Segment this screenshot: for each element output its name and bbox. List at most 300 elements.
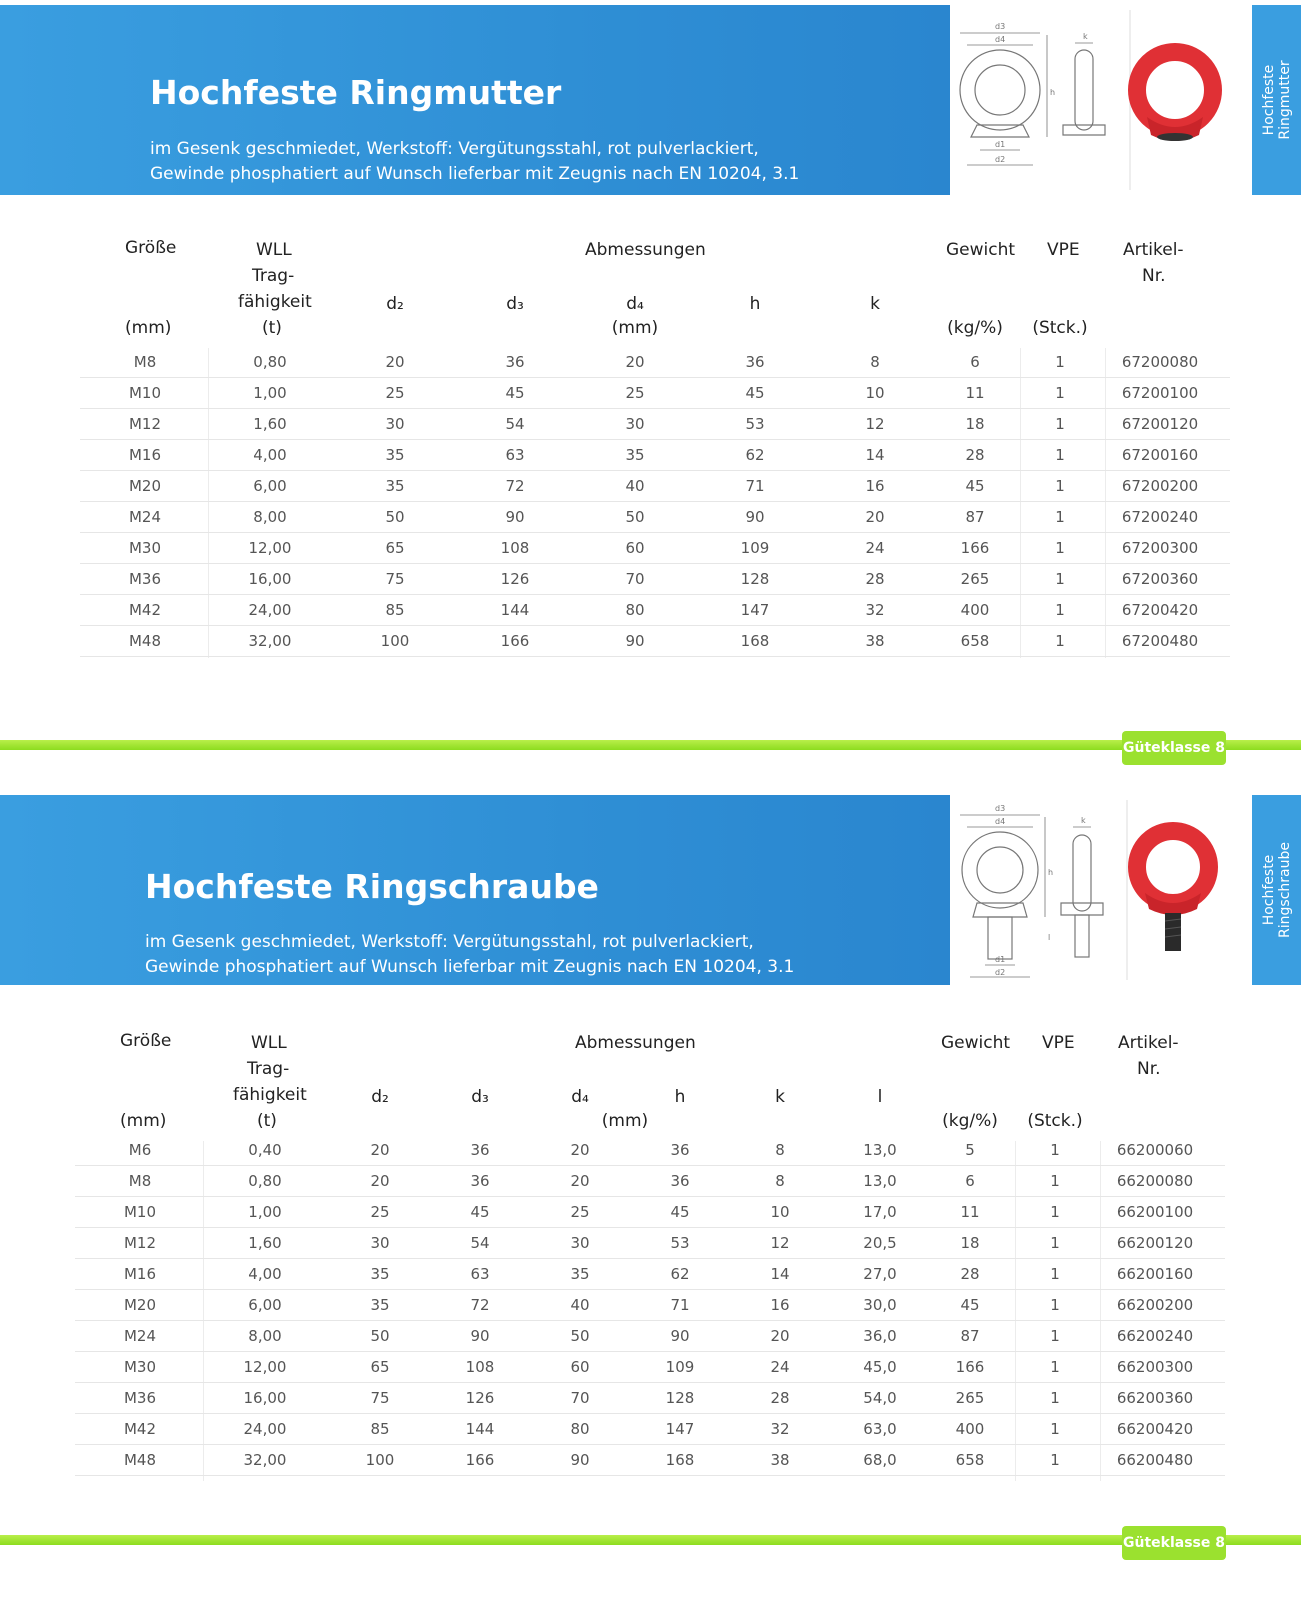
cell-d2: 100 [380, 632, 410, 650]
cell-h: 62 [670, 1265, 690, 1283]
product-images [955, 5, 1225, 195]
cell-l: 13,0 [863, 1141, 897, 1159]
table-row [75, 1259, 1225, 1290]
cell-k: 14 [865, 446, 885, 464]
cell-d4: 30 [625, 415, 645, 433]
cell-l: 27,0 [863, 1265, 897, 1283]
cell-vpe: 1 [1050, 1172, 1060, 1190]
cell-d2: 20 [385, 353, 405, 371]
cell-d2: 100 [365, 1451, 395, 1469]
cell-wll: 8,00 [253, 508, 287, 526]
cell-wll: 16,00 [243, 1389, 287, 1407]
cell-artikel: 67200480 [1121, 632, 1199, 650]
cell-vpe: 1 [1050, 1451, 1060, 1469]
cell-gewicht: 6 [965, 1172, 975, 1190]
cell-gewicht: 11 [965, 384, 985, 402]
cell-h: 168 [740, 632, 770, 650]
col-header-mm: (mm) [120, 1111, 167, 1131]
cell-h: 109 [740, 539, 770, 557]
table-row [75, 1197, 1225, 1228]
product-images [955, 795, 1225, 985]
table-row [75, 1166, 1225, 1197]
cell-vpe: 1 [1055, 508, 1065, 526]
cell-l: 20,5 [863, 1234, 897, 1252]
cell-d2: 75 [370, 1389, 390, 1407]
cell-vpe: 1 [1055, 570, 1065, 588]
cell-gewicht: 658 [960, 632, 990, 650]
cell-d3: 45 [470, 1203, 490, 1221]
cell-groesse: M8 [133, 353, 157, 371]
cell-gewicht: 87 [965, 508, 985, 526]
col-header-wll-unit: (t) [257, 1111, 277, 1131]
cell-groesse: M20 [123, 1296, 157, 1314]
table-row [80, 347, 1230, 378]
cell-gewicht: 11 [960, 1203, 980, 1221]
cell-d2: 65 [385, 539, 405, 557]
cell-gewicht: 18 [965, 415, 985, 433]
section-title: Hochfeste Ringmutter [150, 73, 562, 112]
cell-l: 13,0 [863, 1172, 897, 1190]
cell-d2: 50 [370, 1327, 390, 1345]
cell-l: 45,0 [863, 1358, 897, 1376]
cell-groesse: M30 [123, 1358, 157, 1376]
cell-d4: 50 [570, 1327, 590, 1345]
cell-d3: 36 [505, 353, 525, 371]
cell-k: 8 [775, 1172, 785, 1190]
dim-label: l [1048, 933, 1051, 942]
cell-h: 53 [745, 415, 765, 433]
cell-d4: 20 [570, 1141, 590, 1159]
cell-d4: 35 [625, 446, 645, 464]
cell-d3: 144 [465, 1420, 495, 1438]
cell-gewicht: 166 [960, 539, 990, 557]
cell-vpe: 1 [1050, 1296, 1060, 1314]
cell-k: 8 [870, 353, 880, 371]
cell-k: 20 [865, 508, 885, 526]
dim-label: h [1050, 88, 1056, 97]
cell-gewicht: 87 [960, 1327, 980, 1345]
table-row [75, 1445, 1225, 1476]
cell-h: 36 [670, 1172, 690, 1190]
section-subtitle [150, 137, 799, 187]
cell-h: 36 [745, 353, 765, 371]
cell-d3: 166 [465, 1451, 495, 1469]
cell-groesse: M24 [128, 508, 162, 526]
cell-k: 10 [865, 384, 885, 402]
cell-gewicht: 45 [965, 477, 985, 495]
dim-label: d4 [995, 35, 1006, 44]
cell-gewicht: 5 [965, 1141, 975, 1159]
cell-wll: 6,00 [253, 477, 287, 495]
cell-artikel: 67200080 [1121, 353, 1199, 371]
cell-l: 54,0 [863, 1389, 897, 1407]
cell-vpe: 1 [1055, 539, 1065, 557]
cell-d3: 54 [470, 1234, 490, 1252]
cell-l: 68,0 [863, 1451, 897, 1469]
cell-k: 12 [865, 415, 885, 433]
cell-gewicht: 658 [955, 1451, 985, 1469]
col-header-faehigkeit: fähigkeit [238, 292, 312, 312]
table-row [75, 1321, 1225, 1352]
cell-gewicht: 265 [955, 1389, 985, 1407]
subtitle-line-2: Gewinde phosphatiert auf Wunsch lieferbar mit Zeugnis nach EN 10204, 3.1 [145, 957, 795, 977]
table-row [75, 1414, 1225, 1445]
cell-artikel: 67200300 [1121, 539, 1199, 557]
cell-h: 147 [665, 1420, 695, 1438]
banner [0, 795, 950, 985]
cell-vpe: 1 [1055, 477, 1065, 495]
cell-gewicht: 45 [960, 1296, 980, 1314]
col-header-k: k [870, 294, 880, 314]
cell-d2: 65 [370, 1358, 390, 1376]
quality-badge: Güteklasse 8 [1122, 1526, 1226, 1560]
cell-groesse: M10 [128, 384, 162, 402]
cell-groesse: M48 [128, 632, 162, 650]
dim-label: d1 [995, 140, 1006, 149]
cell-k: 38 [865, 632, 885, 650]
cell-h: 45 [670, 1203, 690, 1221]
cell-h: 168 [665, 1451, 695, 1469]
cell-artikel: 67200240 [1121, 508, 1199, 526]
cell-h: 128 [665, 1389, 695, 1407]
technical-drawing [955, 795, 1225, 985]
cell-d2: 30 [370, 1234, 390, 1252]
col-header-artikel: Artikel- [1123, 240, 1184, 260]
section-title: Hochfeste Ringschraube [145, 867, 599, 906]
col-header-groesse: Größe [120, 1031, 172, 1051]
section-subtitle [145, 930, 794, 980]
ringmutter-photo [1137, 52, 1213, 141]
cell-d4: 70 [625, 570, 645, 588]
cell-vpe: 1 [1050, 1327, 1060, 1345]
cell-vpe: 1 [1050, 1265, 1060, 1283]
col-header-h: h [749, 294, 761, 314]
cell-gewicht: 18 [960, 1234, 980, 1252]
table-row [75, 1135, 1225, 1166]
cell-artikel: 66200120 [1116, 1234, 1194, 1252]
side-tab-label: Hochfeste Ringmutter [1260, 60, 1293, 140]
col-header-nr: Nr. [1142, 266, 1166, 286]
col-header-gewicht-unit: (kg/%) [947, 318, 1003, 338]
cell-artikel: 66200200 [1116, 1296, 1194, 1314]
cell-h: 53 [670, 1234, 690, 1252]
cell-d2: 30 [385, 415, 405, 433]
cell-d4: 90 [570, 1451, 590, 1469]
cell-d3: 54 [505, 415, 525, 433]
cell-wll: 0,80 [253, 353, 287, 371]
col-header-d3: d₃ [506, 294, 524, 314]
cell-k: 16 [865, 477, 885, 495]
cell-h: 90 [745, 508, 765, 526]
cell-gewicht: 265 [960, 570, 990, 588]
cell-artikel: 66200060 [1116, 1141, 1194, 1159]
col-header-wll-unit: (t) [262, 318, 282, 338]
col-header-d4: d₄ [626, 294, 644, 314]
cell-d4: 20 [625, 353, 645, 371]
cell-vpe: 1 [1055, 353, 1065, 371]
side-tab-label: Hochfeste Ringschraube [1260, 842, 1293, 938]
cell-d3: 90 [470, 1327, 490, 1345]
cell-wll: 12,00 [248, 539, 292, 557]
ringschraube-side-view [1061, 827, 1103, 957]
col-header-gewicht-unit: (kg/%) [942, 1111, 998, 1131]
cell-gewicht: 166 [955, 1358, 985, 1376]
table-row [75, 1352, 1225, 1383]
cell-d3: 72 [470, 1296, 490, 1314]
cell-groesse: M36 [123, 1389, 157, 1407]
col-header-abm-unit: (mm) [611, 318, 659, 338]
cell-k: 12 [770, 1234, 790, 1252]
cell-d4: 30 [570, 1234, 590, 1252]
dim-label: d4 [995, 817, 1006, 826]
dim-label: d2 [995, 155, 1006, 164]
col-header-faehigkeit: fähigkeit [233, 1085, 307, 1105]
cell-d2: 25 [385, 384, 405, 402]
cell-d4: 50 [625, 508, 645, 526]
col-header-abmessungen: Abmessungen [585, 240, 706, 260]
cell-groesse: M16 [123, 1265, 157, 1283]
col-header-trag: Trag- [247, 1059, 290, 1079]
side-tab [1252, 795, 1301, 985]
cell-vpe: 1 [1050, 1420, 1060, 1438]
cell-d4: 60 [570, 1358, 590, 1376]
cell-d3: 63 [470, 1265, 490, 1283]
col-header-gewicht: Gewicht [941, 1033, 1011, 1053]
cell-groesse: M24 [123, 1327, 157, 1345]
cell-vpe: 1 [1050, 1203, 1060, 1221]
subtitle-line-2: Gewinde phosphatiert auf Wunsch lieferbar mit Zeugnis nach EN 10204, 3.1 [150, 164, 800, 184]
dim-label: d2 [995, 968, 1006, 977]
cell-l: 30,0 [863, 1296, 897, 1314]
cell-h: 45 [745, 384, 765, 402]
col-header-abm-unit: (mm) [601, 1111, 649, 1131]
cell-d2: 35 [385, 477, 405, 495]
cell-groesse: M16 [128, 446, 162, 464]
cell-k: 20 [770, 1327, 790, 1345]
cell-groesse: M42 [128, 601, 162, 619]
cell-vpe: 1 [1050, 1234, 1060, 1252]
divider-rule [0, 1535, 1301, 1545]
dim-label: k [1083, 32, 1088, 41]
cell-k: 24 [770, 1358, 790, 1376]
col-header-wll: WLL [251, 1033, 287, 1053]
cell-d4: 80 [625, 601, 645, 619]
cell-gewicht: 400 [955, 1420, 985, 1438]
cell-d2: 85 [370, 1420, 390, 1438]
cell-groesse: M12 [123, 1234, 157, 1252]
cell-d4: 25 [625, 384, 645, 402]
cell-wll: 1,00 [253, 384, 287, 402]
table-row [80, 502, 1230, 533]
cell-h: 71 [670, 1296, 690, 1314]
cell-artikel: 66200360 [1116, 1389, 1194, 1407]
cell-h: 90 [670, 1327, 690, 1345]
cell-wll: 24,00 [243, 1420, 287, 1438]
cell-d4: 25 [570, 1203, 590, 1221]
cell-wll: 12,00 [243, 1358, 287, 1376]
cell-d2: 85 [385, 601, 405, 619]
cell-h: 62 [745, 446, 765, 464]
cell-k: 28 [865, 570, 885, 588]
cell-d4: 40 [570, 1296, 590, 1314]
cell-d3: 166 [500, 632, 530, 650]
cell-h: 147 [740, 601, 770, 619]
subtitle-line-1: im Gesenk geschmiedet, Werkstoff: Vergütungsstahl, rot pulverlackiert, [145, 932, 754, 952]
col-header-nr: Nr. [1137, 1059, 1161, 1079]
table-row [80, 471, 1230, 502]
cell-h: 109 [665, 1358, 695, 1376]
col-header-artikel: Artikel- [1118, 1033, 1179, 1053]
cell-wll: 24,00 [248, 601, 292, 619]
col-header-groesse: Größe [125, 238, 177, 258]
cell-d3: 90 [505, 508, 525, 526]
dim-label: d3 [995, 22, 1006, 31]
divider-rule [0, 740, 1301, 750]
dim-label: d3 [995, 804, 1006, 813]
cell-d3: 144 [500, 601, 530, 619]
cell-vpe: 1 [1050, 1389, 1060, 1407]
cell-d3: 108 [500, 539, 530, 557]
col-header-gewicht: Gewicht [946, 240, 1016, 260]
cell-artikel: 66200240 [1116, 1327, 1194, 1345]
cell-k: 16 [770, 1296, 790, 1314]
table-row [80, 626, 1230, 657]
cell-d2: 25 [370, 1203, 390, 1221]
cell-wll: 8,00 [248, 1327, 282, 1345]
cell-artikel: 67200120 [1121, 415, 1199, 433]
cell-artikel: 66200080 [1116, 1172, 1194, 1190]
quality-badge: Güteklasse 8 [1122, 731, 1226, 765]
cell-wll: 32,00 [243, 1451, 287, 1469]
table-row [80, 378, 1230, 409]
dim-label: d1 [995, 955, 1006, 964]
cell-l: 63,0 [863, 1420, 897, 1438]
cell-gewicht: 28 [960, 1265, 980, 1283]
cell-wll: 4,00 [253, 446, 287, 464]
cell-d3: 45 [505, 384, 525, 402]
cell-wll: 1,00 [248, 1203, 282, 1221]
cell-artikel: 66200160 [1116, 1265, 1194, 1283]
cell-d3: 126 [465, 1389, 495, 1407]
col-header-l: l [877, 1087, 883, 1107]
cell-wll: 16,00 [248, 570, 292, 588]
cell-vpe: 1 [1050, 1141, 1060, 1159]
cell-groesse: M30 [128, 539, 162, 557]
col-header-d4: d₄ [571, 1087, 589, 1107]
cell-artikel: 66200100 [1116, 1203, 1194, 1221]
cell-artikel: 67200420 [1121, 601, 1199, 619]
col-header-d3: d₃ [471, 1087, 489, 1107]
cell-vpe: 1 [1055, 415, 1065, 433]
cell-artikel: 67200160 [1121, 446, 1199, 464]
cell-d3: 36 [470, 1172, 490, 1190]
cell-gewicht: 6 [970, 353, 980, 371]
col-header-h: h [674, 1087, 686, 1107]
cell-artikel: 67200200 [1121, 477, 1199, 495]
cell-groesse: M42 [123, 1420, 157, 1438]
cell-d2: 50 [385, 508, 405, 526]
cell-k: 38 [770, 1451, 790, 1469]
cell-wll: 6,00 [248, 1296, 282, 1314]
cell-d4: 35 [570, 1265, 590, 1283]
cell-groesse: M8 [128, 1172, 152, 1190]
cell-k: 32 [770, 1420, 790, 1438]
table-row [80, 533, 1230, 564]
cell-vpe: 1 [1055, 601, 1065, 619]
cell-groesse: M6 [128, 1141, 152, 1159]
cell-artikel: 66200480 [1116, 1451, 1194, 1469]
cell-d4: 80 [570, 1420, 590, 1438]
cell-d4: 70 [570, 1389, 590, 1407]
side-tab [1252, 5, 1301, 195]
col-header-vpe-unit: (Stck.) [1027, 1111, 1083, 1131]
cell-h: 36 [670, 1141, 690, 1159]
cell-groesse: M10 [123, 1203, 157, 1221]
ringschraube-front-view [960, 815, 1045, 977]
cell-d3: 72 [505, 477, 525, 495]
table-row [80, 595, 1230, 626]
technical-drawing [955, 5, 1225, 195]
col-header-vpe-unit: (Stck.) [1032, 318, 1088, 338]
cell-wll: 1,60 [248, 1234, 282, 1252]
table-row [75, 1228, 1225, 1259]
cell-groesse: M20 [128, 477, 162, 495]
cell-gewicht: 28 [965, 446, 985, 464]
cell-d2: 75 [385, 570, 405, 588]
cell-d2: 20 [370, 1172, 390, 1190]
dim-label: h [1048, 868, 1054, 877]
cell-d2: 20 [370, 1141, 390, 1159]
cell-l: 36,0 [863, 1327, 897, 1345]
col-header-k: k [775, 1087, 785, 1107]
col-header-mm: (mm) [125, 318, 172, 338]
table-row [80, 564, 1230, 595]
cell-d4: 60 [625, 539, 645, 557]
subtitle-line-1: im Gesenk geschmiedet, Werkstoff: Vergütungsstahl, rot pulverlackiert, [150, 139, 759, 159]
cell-artikel: 67200100 [1121, 384, 1199, 402]
cell-gewicht: 400 [960, 601, 990, 619]
table-row [80, 409, 1230, 440]
col-header-vpe: VPE [1042, 1033, 1075, 1053]
cell-h: 71 [745, 477, 765, 495]
col-header-vpe: VPE [1047, 240, 1080, 260]
cell-vpe: 1 [1055, 384, 1065, 402]
cell-groesse: M48 [123, 1451, 157, 1469]
cell-groesse: M12 [128, 415, 162, 433]
cell-d2: 35 [370, 1265, 390, 1283]
cell-vpe: 1 [1055, 632, 1065, 650]
cell-k: 24 [865, 539, 885, 557]
cell-d4: 40 [625, 477, 645, 495]
cell-artikel: 67200360 [1121, 570, 1199, 588]
table-row [75, 1383, 1225, 1414]
cell-k: 8 [775, 1141, 785, 1159]
col-header-abmessungen: Abmessungen [575, 1033, 696, 1053]
cell-wll: 4,00 [248, 1265, 282, 1283]
ringmutter-side-view [1063, 43, 1105, 135]
cell-d3: 126 [500, 570, 530, 588]
cell-k: 32 [865, 601, 885, 619]
banner [0, 5, 950, 195]
cell-k: 10 [770, 1203, 790, 1221]
table-row [75, 1290, 1225, 1321]
cell-wll: 1,60 [253, 415, 287, 433]
cell-k: 28 [770, 1389, 790, 1407]
cell-d2: 35 [370, 1296, 390, 1314]
cell-d4: 90 [625, 632, 645, 650]
cell-l: 17,0 [863, 1203, 897, 1221]
col-header-trag: Trag- [252, 266, 295, 286]
